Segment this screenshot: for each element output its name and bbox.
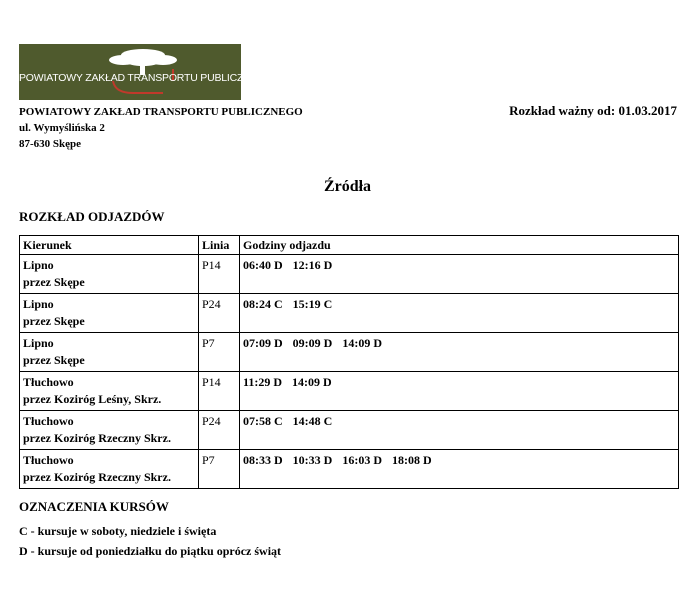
- legend-title: OZNACZENIA KURSÓW: [19, 499, 169, 514]
- timetable: [19, 235, 679, 489]
- direction-cell: [20, 294, 199, 333]
- times-cell: [240, 411, 679, 450]
- departure-time: 11:29 D: [243, 375, 282, 389]
- departure-time: 18:08 D: [392, 453, 432, 467]
- company-address: [19, 104, 303, 152]
- departure-time: 14:48 C: [292, 414, 333, 428]
- times-cell: [240, 372, 679, 411]
- header-times: Godziny odjazdu: [240, 236, 679, 255]
- line-cell: P14: [199, 372, 240, 411]
- times-cell: [240, 294, 679, 333]
- company-street: ul. Wymyślińska 2: [19, 122, 105, 134]
- company-city: 87-630 Skępe: [19, 138, 82, 150]
- departure-time: 07:09 D: [243, 336, 283, 350]
- legend-item-c: C - kursuje w soboty, niedziele i święta: [19, 524, 217, 538]
- departure-time: 06:40 D: [243, 258, 283, 272]
- departure-time: 08:24 C: [243, 297, 283, 311]
- company-name: POWIATOWY ZAKŁAD TRANSPORTU PUBLICZNEGO: [19, 106, 303, 118]
- departure-time: 08:33 D: [243, 453, 283, 467]
- via-route: przez Skępe: [23, 353, 85, 367]
- via-route: przez Skępe: [23, 275, 85, 289]
- departures-title: ROZKŁAD ODJAZDÓW: [19, 209, 165, 224]
- times-cell: [240, 333, 679, 372]
- table-row: [20, 294, 679, 333]
- table-header-row: [20, 236, 679, 255]
- destination: Lipno: [23, 336, 54, 350]
- header-direction: Kierunek: [20, 236, 199, 255]
- company-logo: [19, 44, 274, 100]
- header-line: Linia: [199, 236, 240, 255]
- stop-name: Źródła: [323, 178, 372, 195]
- direction-cell: [20, 333, 199, 372]
- table-row: [20, 450, 679, 489]
- destination: Lipno: [23, 258, 54, 272]
- direction-cell: [20, 411, 199, 450]
- table-row: [20, 411, 679, 450]
- direction-cell: [20, 255, 199, 294]
- departure-time: 15:19 C: [292, 297, 333, 311]
- direction-cell: [20, 372, 199, 411]
- destination: Tłuchowo: [23, 414, 74, 428]
- via-route: przez Koziróg Leśny, Skrz.: [23, 392, 162, 406]
- departure-time: 14:09 D: [342, 336, 383, 350]
- line-cell: P7: [199, 450, 240, 489]
- logo-text: POWIATOWY ZAKŁAD TRANSPORTU PUBLICZNEGO: [19, 72, 274, 84]
- departure-time: 10:33 D: [292, 453, 333, 467]
- legend-item-d: D - kursuje od poniedziałku do piątku oprócz świąt: [19, 544, 282, 558]
- destination: Lipno: [23, 297, 54, 311]
- direction-cell: [20, 450, 199, 489]
- valid-from: Rozkład ważny od: 01.03.2017: [509, 103, 677, 118]
- line-cell: P7: [199, 333, 240, 372]
- destination: Tłuchowo: [23, 453, 74, 467]
- departure-time: 14:09 D: [292, 375, 332, 389]
- departure-time: 09:09 D: [292, 336, 333, 350]
- via-route: przez Koziróg Rzeczny Skrz.: [23, 431, 171, 445]
- line-cell: P14: [199, 255, 240, 294]
- destination: Tłuchowo: [23, 375, 74, 389]
- times-cell: [240, 450, 679, 489]
- table-row: [20, 372, 679, 411]
- table-row: [20, 255, 679, 294]
- via-route: przez Skępe: [23, 314, 85, 328]
- via-route: przez Koziróg Rzeczny Skrz.: [23, 470, 171, 484]
- departure-time: 07:58 C: [243, 414, 283, 428]
- departure-time: 12:16 D: [292, 258, 333, 272]
- departure-time: 16:03 D: [342, 453, 383, 467]
- line-cell: P24: [199, 294, 240, 333]
- table-row: [20, 333, 679, 372]
- times-cell: [240, 255, 679, 294]
- line-cell: P24: [199, 411, 240, 450]
